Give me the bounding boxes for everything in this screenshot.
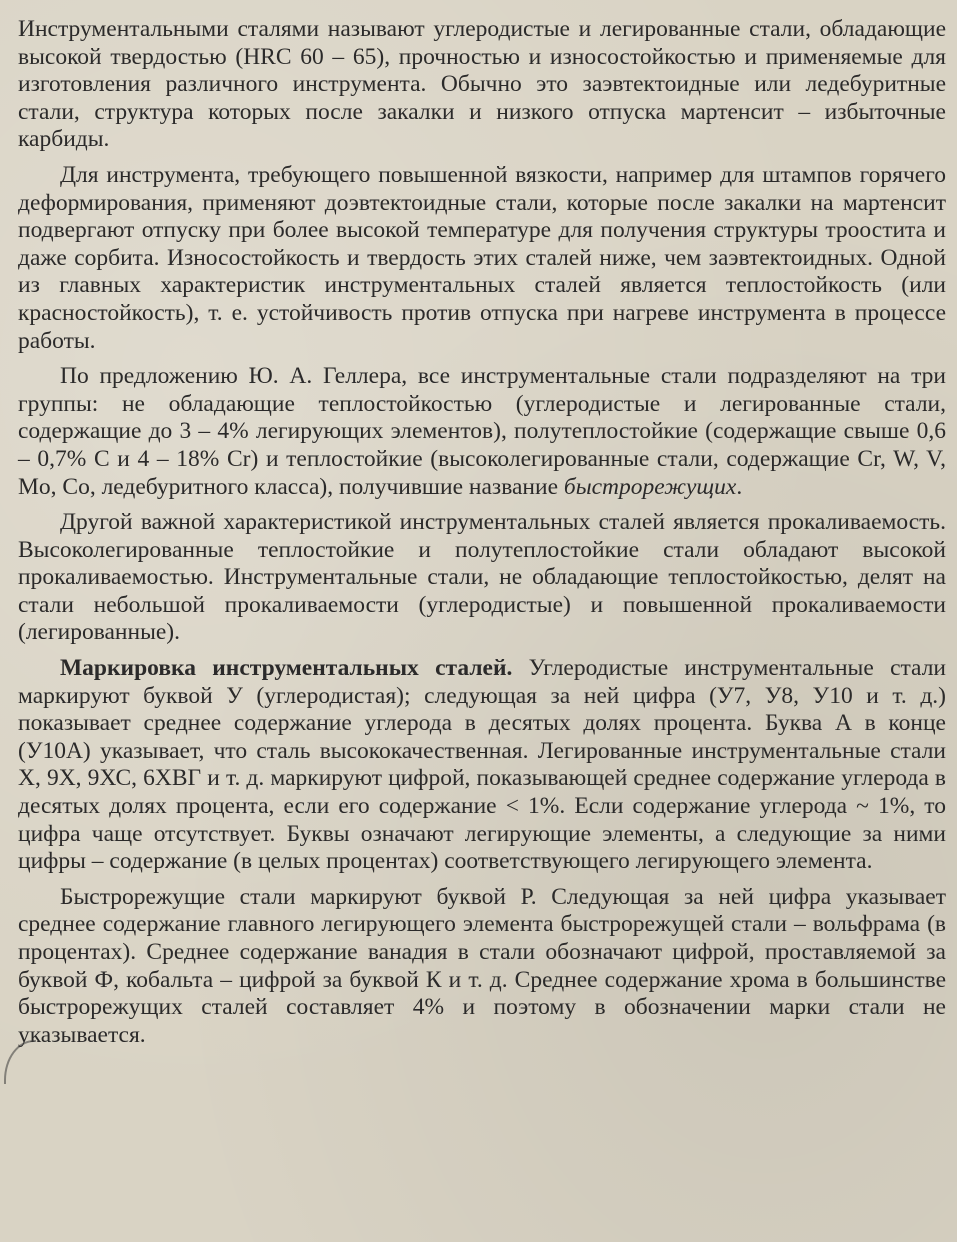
paragraph-text: Для инструмента, требующего повышенной вязкости, например для штампов горячего деформирования, применяют доэвтектоидные стали, которые после закалки на мартенсит подвергают отпуску при более высокой температуре для получения структуры троостита и даже сорбита. Износостойкость и твердость этих сталей ниже, чем заэвтектоидных. Одной из главных характеристик инструментальных сталей является теплостойкость (или красностойкость), т. е. устойчивость против отпуска при нагреве инструмента в процессе работы. [18, 161, 946, 354]
paragraph-high-speed [18, 884, 946, 1050]
paragraph-toughness [18, 162, 946, 355]
paragraph-text: По предложению Ю. А. Геллера, все инструментальные стали подразделяют на три группы: не обладающие теплостойкостью (углеродистые и легированные стали, содержащие до 3 – 4% легирующих элементов), полутеплостойкие (содержащие свыше 0,6 – 0,7% С и 4 – 18% Cr) и теплостойкие (высоколегированные стали, содержащие Cr, W, V, Mo, Co, ледебуритного класса), получившие название [18, 363, 946, 500]
paragraph-marking [18, 655, 946, 876]
paragraph-text: Другой важной характеристикой инструментальных сталей является прокаливаемость. Высоколегированные теплостойкие и полутеплостойкие стали обладают высокой прокаливаемостью. Инструментальные стали, не обладающие теплостойкостью, делят на стали небольшой прокаливаемости (углеродистые) и повышенной прокаливаемости (легированные). [18, 509, 946, 646]
pencil-mark [4, 1040, 36, 1084]
paragraph-classification [18, 363, 946, 501]
paragraph-text: Инструментальными сталями называют углеродистые и легированные стали, обладающие высокой твердостью (HRC 60 – 65), прочностью и износостойкостью и применяемые для изготовления различного инструмента. Обычно это заэвтектоидные или ледебуритные стали, структура которых после закалки и низкого отпуска мартенсит – избыточные карбиды. [18, 16, 946, 153]
paragraph-definition [18, 16, 946, 154]
paragraph-hardenability [18, 509, 946, 647]
italic-term: быстрорежущих [563, 473, 737, 500]
paragraph-text: Быстрорежущие стали маркируют буквой Р. Следующая за ней цифра указывает среднее содержание главного легирующего элемента быстрорежущей стали – вольфрама (в процентах). Среднее содержание ванадия в стали обозначают цифрой, проставляемой за буквой Ф, кобальта – цифрой за буквой К и т. д. Среднее содержание хрома в большинстве быстрорежущих сталей составляет 4% и поэтому в обозначении марки стали не указывается. [18, 883, 946, 1048]
paragraph-end: . [736, 473, 743, 500]
section-heading: Маркировка инструментальных сталей. [60, 655, 513, 682]
paragraph-text: Углеродистые инструментальные стали маркируют буквой У (углеродистая); следующая за ней цифра (У7, У8, У10 и т. д.) показывает среднее содержание углерода в десятых долях процента. Буква А в конце (У10А) указывает, что сталь высококачественная. Легированные инструментальные стали Х, 9Х, 9ХС, 6ХВГ и т. д. маркируют цифрой, показывающей среднее содержание углерода в десятых долях процента, если его содержание < 1%. Если содержание углерода ~ 1%, то цифра чаще отсутствует. Буквы означают легирующие элементы, а следующие за ними цифры – содержание (в целых процентах) соответствующего легирующего элемента. [18, 655, 946, 875]
document-page [18, 16, 946, 1228]
